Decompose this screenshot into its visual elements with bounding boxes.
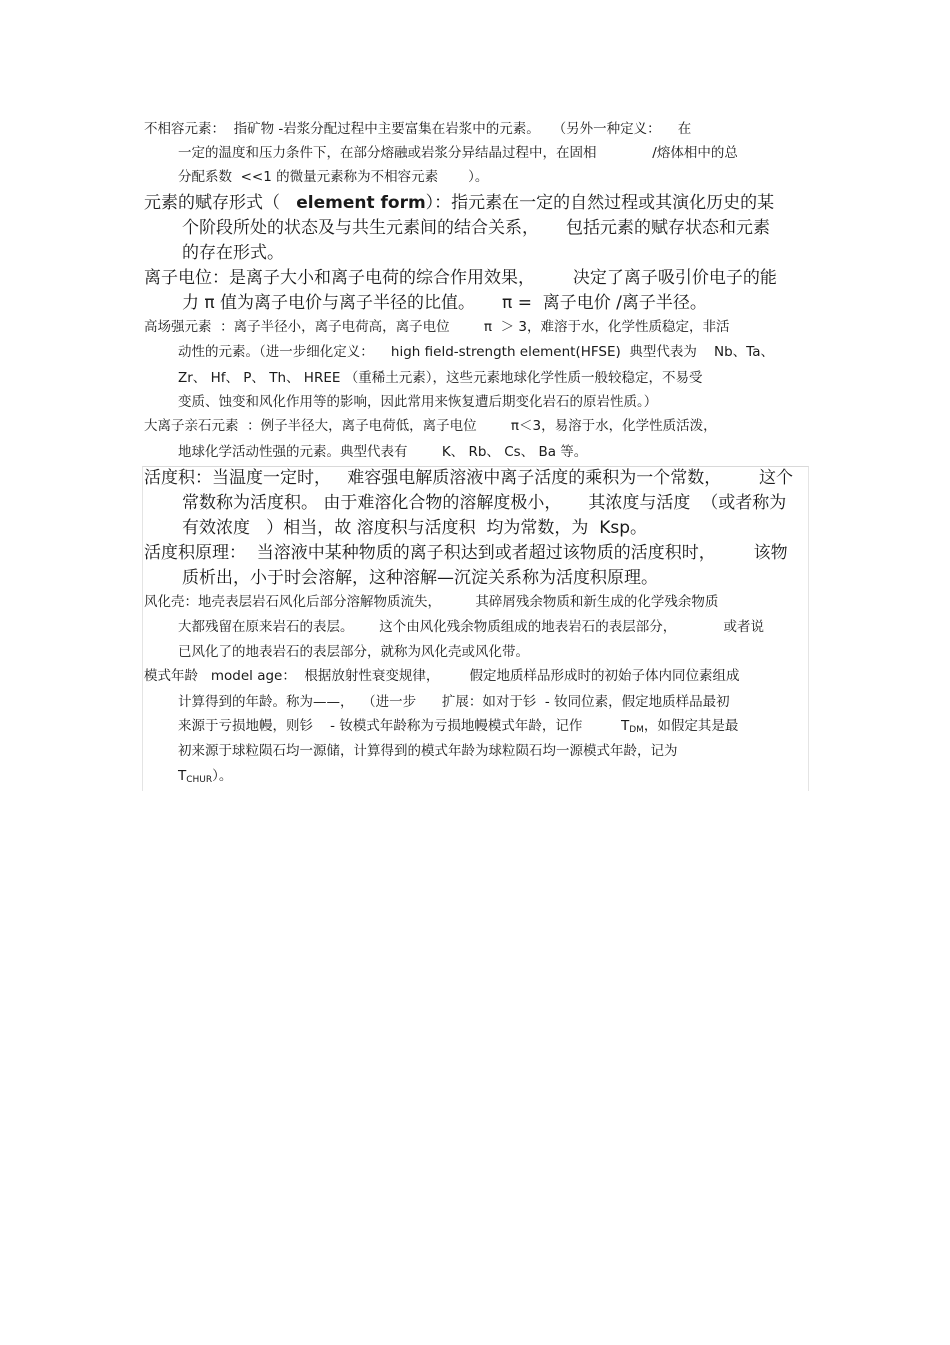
weathering-crust-line-3: 已风化了的地表岩石的表层部分，就称为风化壳或风化带。 (178, 644, 529, 660)
lile-line-2: 地球化学活动性强的元素。典型代表有 K、 Rb、 Cs、 Ba 等。 (178, 444, 588, 460)
model-age-line-2: 计算得到的年龄。称为——， （进一步 扩展：如对于钐 - 钕同位素，假定地质样品最初 (178, 694, 730, 710)
tchur-symbol: T (178, 768, 187, 784)
element-form-definition: ）：指元素在一定的自然过程或其演化历史的某 (425, 193, 775, 213)
element-form-line-2: 个阶段所处的状态及与共生元素间的结合关系， 包括元素的赋存状态和元素 (182, 218, 771, 238)
model-age-line-4: 初来源于球粒陨石均一源储，计算得到的模式年龄为球粒陨石均一源模式年龄，记为 (178, 743, 678, 759)
hfse-line-4: 变质、蚀变和风化作用等的影响，因此常用来恢复遭后期变化岩石的原岩性质。） (178, 394, 658, 410)
model-age-line-5-rest: ）。 (212, 768, 233, 784)
activity-principle-line-1: 活度积原理： 当溶液中某种物质的离子积达到或者超过该物质的活度积时， 该物 (144, 543, 788, 563)
element-form-line-3: 的存在形式。 (182, 243, 284, 263)
activity-principle-line-2: 质析出，小于时会溶解，这种溶解—沉淀关系称为活度积原理。 (182, 568, 658, 588)
weathering-crust-line-1: 风化壳：地壳表层岩石风化后部分溶解物质流失， 其碎屑残余物质和新生成的化学残余物质 (144, 594, 719, 610)
tdm-subscript: DM (629, 725, 644, 735)
tchur-subscript: CHUR (186, 775, 213, 785)
element-form-term: 元素的赋存形式（ (144, 193, 297, 213)
hfse-line-2: 动性的元素。（进一步细化定义： high field-strength element(HFSE) 典型代表为 Nb、Ta、 (178, 344, 774, 360)
ionic-potential-line-2: 力 π 值为离子电价与离子半径的比值。 π = 离子电价 /离子半径。 (182, 293, 707, 313)
element-form-english: element form (296, 193, 426, 213)
incompatible-line-3: 分配系数 <<1 的微量元素称为不相容元素 ）。 (178, 169, 489, 185)
hfse-line-1: 高场强元素 ：离子半径小，离子电荷高，离子电位 π ＞ 3，难溶于水，化学性质稳定，非活 (144, 319, 730, 335)
activity-product-line-3: 有效浓度 ）相当，故 溶度积与活度积 均为常数，为 Ksp。 (182, 518, 648, 538)
hfse-line-3: Zr、 Hf、 P、 Th、 HREE （重稀土元素），这些元素地球化学性质一般较稳定，不易受 (178, 370, 703, 386)
incompatible-line-2: 一定的温度和压力条件下，在部分熔融或岩浆分异结晶过程中，在固相 /熔体相中的总 (178, 145, 738, 161)
model-age-line-3-text: 来源于亏损地幔，则钐 - 钕模式年龄称为亏损地幔模式年龄，记作 T (178, 718, 630, 734)
activity-product-line-2: 常数称为活度积。 由于难溶化合物的溶解度极小， 其浓度与活度 （或者称为 (182, 493, 787, 513)
model-age-line-3-rest: ，如假定其是最 (643, 718, 739, 734)
weathering-crust-line-2: 大都残留在原来岩石的表层。 这个由风化残余物质组成的地表岩石的表层部分， 或者说 (178, 619, 764, 635)
model-age-line-1: 模式年龄 model age： 根据放射性衰变规律， 假定地质样品形成时的初始子体内同位素组成 (144, 668, 740, 684)
model-age-line-5 (178, 770, 232, 785)
incompatible-line-1: 不相容元素： 指矿物 -岩浆分配过程中主要富集在岩浆中的元素。 （另外一种定义： 在 (144, 121, 692, 137)
model-age-line-3 (178, 720, 738, 735)
lile-line-1: 大离子亲石元素 ：例子半径大，离子电荷低，离子电位 π＜3，易溶于水，化学性质活泼， (144, 418, 717, 434)
activity-product-line-1: 活度积：当温度一定时， 难容强电解质溶液中离子活度的乘积为一个常数， 这个 (144, 468, 794, 488)
ionic-potential-line-1: 离子电位：是离子大小和离子电荷的综合作用效果， 决定了离子吸引价电子的能 (144, 268, 777, 288)
element-form-line-1 (144, 195, 774, 212)
